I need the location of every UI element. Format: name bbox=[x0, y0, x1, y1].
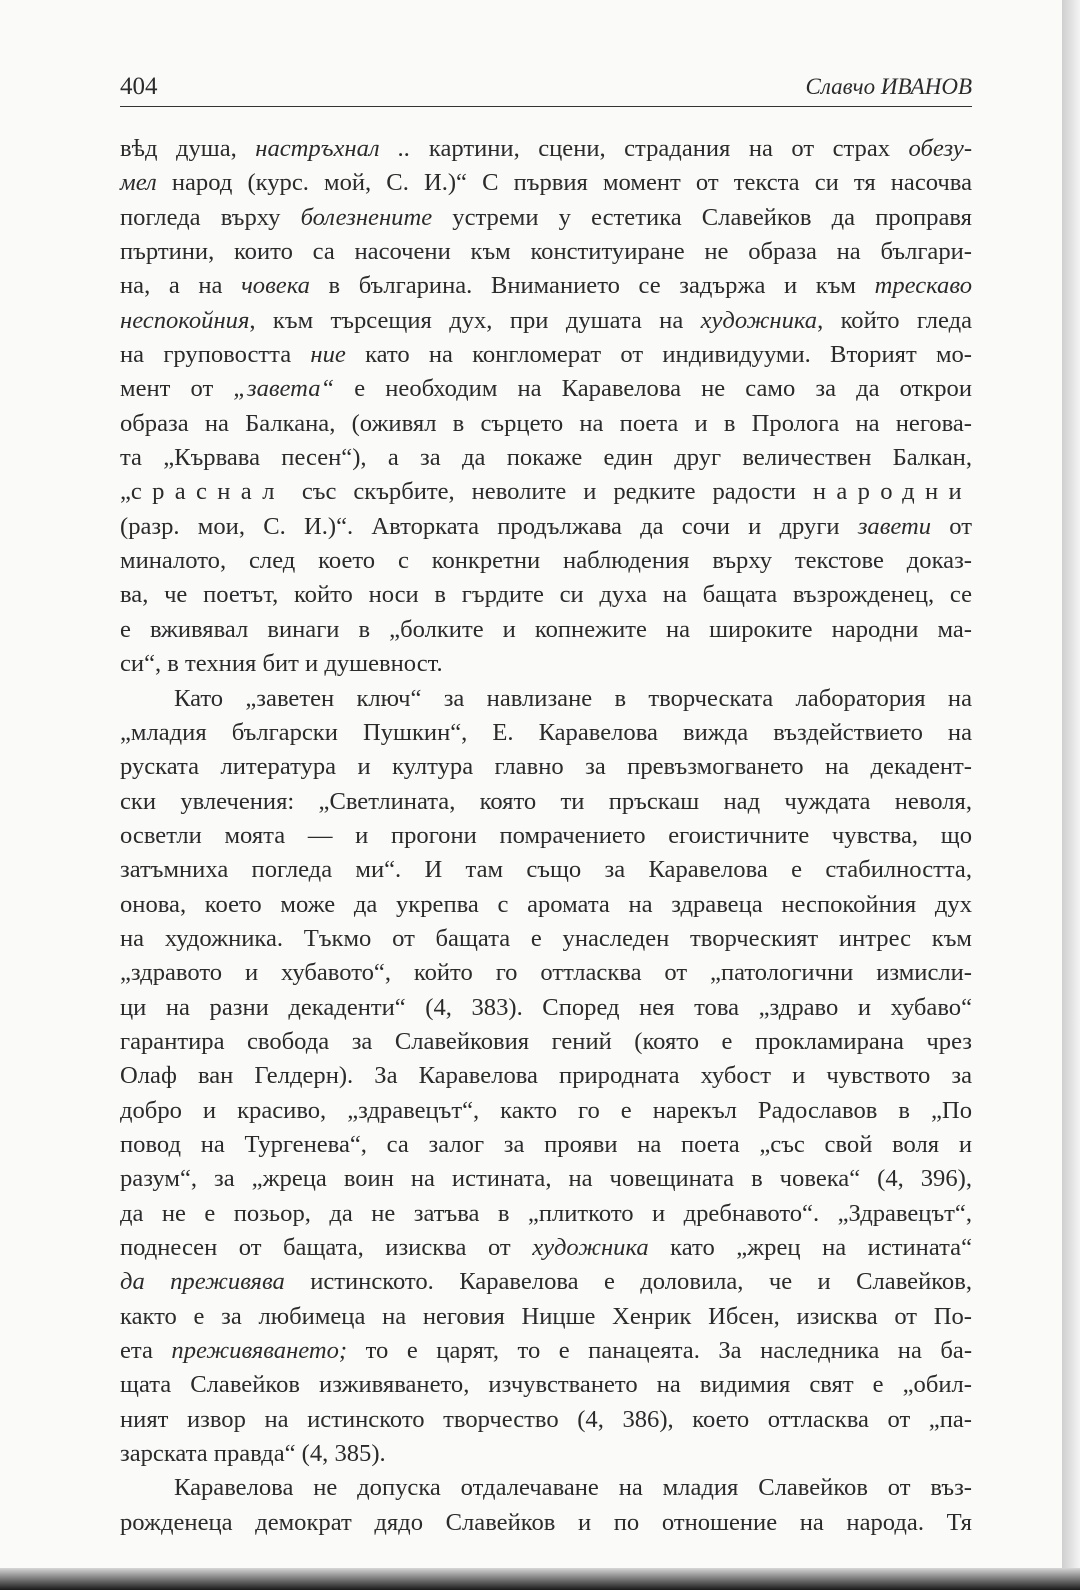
text-line bbox=[120, 269, 972, 303]
emphasis-text: завети bbox=[857, 512, 932, 540]
running-head: Славчо ИВАНОВ bbox=[805, 74, 972, 99]
text-run: осветли моята — и прогони помрачението егоистичните чувства, що bbox=[120, 821, 972, 849]
text-run: , към търсещия дух, при душата на bbox=[249, 306, 701, 334]
emphasis-text: да преживява bbox=[120, 1268, 285, 1296]
text-run: Олаф ван Гелдерн). За Каравелова природната хубост и чувството за bbox=[120, 1062, 972, 1090]
text-line bbox=[120, 682, 972, 716]
text-line bbox=[120, 785, 972, 819]
emphasis-text: обезу- bbox=[908, 135, 973, 162]
text-run: (разр. мои, С. И.)“. Авторката продължава да сочи и други bbox=[120, 512, 858, 540]
text-run: разум“, за „жреца воин на истината, на човещината в човека“ (4, 396), bbox=[120, 1165, 972, 1193]
text-run: поднесен от бащата, изисква от bbox=[120, 1234, 533, 1261]
text-run: ци на разни декаденти“ (4, 383). Според нея това „здраво и хубаво“ bbox=[120, 993, 972, 1021]
text-run: както е за любимеца на неговия Ницше Хенрик Ибсен, изисква от По- bbox=[120, 1302, 972, 1330]
emphasis-text: „завета“ bbox=[233, 375, 335, 403]
text-run: ета bbox=[120, 1337, 172, 1365]
body-text bbox=[120, 132, 972, 1540]
text-run: Каравелова не допуска отдалечаване на младия Славейков от въз- bbox=[174, 1474, 972, 1502]
text-run: на художника. Тъкмо от бащата е унаследен творческият интрес към bbox=[120, 924, 972, 952]
emphasis-text: ние bbox=[310, 341, 346, 369]
text-run: „ bbox=[120, 478, 131, 506]
text-line bbox=[120, 1197, 972, 1231]
spaced-emphasis-text: народни bbox=[812, 478, 972, 506]
text-line bbox=[120, 201, 972, 235]
text-line bbox=[120, 475, 972, 509]
text-line bbox=[120, 235, 972, 269]
text-line bbox=[120, 1506, 972, 1540]
text-line bbox=[120, 441, 972, 475]
emphasis-text: преживяването; bbox=[171, 1337, 348, 1365]
text-line bbox=[120, 578, 972, 612]
text-run: образа на Балкана, (оживял в сърцето на поета и в Пролога на негова- bbox=[120, 409, 972, 437]
text-line bbox=[120, 716, 972, 750]
text-run: си“, в техния бит и душевност. bbox=[120, 650, 443, 678]
text-line bbox=[120, 372, 972, 406]
text-run: картини, сцени, страдания на от страх bbox=[410, 135, 909, 162]
emphasis-text: неспокойния bbox=[120, 306, 250, 334]
text-run: „младия български Пушкин“, Е. Каравелова вижда въздействието на bbox=[120, 718, 972, 746]
text-line bbox=[120, 1094, 972, 1128]
text-run: на груповостта bbox=[120, 341, 311, 369]
text-line bbox=[120, 166, 972, 200]
text-line bbox=[120, 1403, 972, 1437]
text-run: гарантира свобода за Славейковия гений (която е прокламирана чрез bbox=[120, 1027, 972, 1055]
text-run: миналото, след което с конкретни наблюдения върху текстове доказ- bbox=[120, 547, 972, 575]
text-line bbox=[120, 407, 972, 441]
emphasis-text: мел bbox=[120, 169, 157, 197]
text-run: затъмниха погледа ми“. И там също за Каравелова е стабилността, bbox=[120, 856, 972, 884]
text-run: като „жрец на истината“ bbox=[648, 1234, 972, 1261]
text-line bbox=[120, 991, 972, 1025]
emphasis-text: човека bbox=[241, 272, 310, 300]
text-run: от bbox=[931, 512, 973, 540]
text-line bbox=[120, 888, 972, 922]
text-line bbox=[120, 510, 972, 544]
text-line bbox=[120, 922, 972, 956]
text-line bbox=[120, 819, 972, 853]
text-line bbox=[120, 1471, 972, 1505]
text-line bbox=[120, 304, 972, 338]
spaced-emphasis-text: сраснал bbox=[130, 478, 285, 506]
text-run: повод на Тургенева“, са залог за прояви на поета „със свой воля и bbox=[120, 1130, 972, 1158]
page-edge-shadow bbox=[1062, 0, 1080, 1590]
text-run: руската литература и култура главно за превъзмогването на декадент- bbox=[120, 753, 972, 781]
text-run: мент от bbox=[120, 375, 234, 403]
text-run: ва, че поетът, който носи в гърдите си духа на бащата възрожденец, се bbox=[120, 581, 972, 609]
text-run: в българина. Вниманието се задържа и към bbox=[309, 272, 875, 300]
text-line bbox=[120, 1334, 972, 1368]
page-number: 404 bbox=[120, 73, 158, 100]
text-run: та „Кървава песен“), а за да покаже един друг величествен Балкан, bbox=[120, 444, 972, 472]
text-run: със скърбите, неволите и редките радости bbox=[284, 478, 813, 506]
emphasis-text: трескаво bbox=[874, 272, 972, 300]
text-run: то е царят, то е панацеята. За наследника на ба- bbox=[347, 1337, 973, 1365]
text-run: ски увлечения: „Светлината, която ти пръскаш над чуждата неволя, bbox=[120, 787, 972, 815]
text-line bbox=[120, 338, 972, 372]
text-line bbox=[120, 1437, 972, 1471]
emphasis-text: настръхнал .. bbox=[255, 135, 411, 162]
text-run: „здравото и хубавото“, който го оттласква от „патологични измисли- bbox=[120, 959, 972, 987]
text-run: Като „заветен ключ“ за навлизане в творческата лаборатория на bbox=[174, 684, 972, 712]
text-line bbox=[120, 750, 972, 784]
text-line bbox=[120, 1162, 972, 1196]
emphasis-text: художника bbox=[532, 1234, 649, 1261]
text-run: като на конгломерат от индивидууми. Вторият мо- bbox=[345, 341, 972, 369]
text-run: пъртини, които са насочени към конституиране не образа на българи- bbox=[120, 238, 972, 266]
text-run: народ (курс. мой, С. И.)“ С първия момент от текста си тя насочва bbox=[156, 169, 972, 197]
text-run: погледа върху bbox=[120, 203, 301, 231]
text-line bbox=[120, 1300, 972, 1334]
text-run: ният извор на истинското творчество (4, 386), което оттласква от „па- bbox=[120, 1405, 972, 1433]
text-run: добро и красиво, „здравецът“, както го е нарекъл Радославов в „По bbox=[120, 1096, 972, 1124]
text-run: устреми у естетика Славейков да проправя bbox=[432, 203, 972, 231]
text-run: е вживявал винаги в „болките и копнежите на широките народни ма- bbox=[120, 615, 972, 643]
text-line bbox=[120, 132, 972, 166]
text-line bbox=[120, 1059, 972, 1093]
text-run: онова, което може да укрепва с аромата на здравеца неспокойния дух bbox=[120, 890, 972, 918]
text-line bbox=[120, 853, 972, 887]
text-line bbox=[120, 1128, 972, 1162]
text-line bbox=[120, 1231, 972, 1265]
page-header bbox=[120, 72, 972, 107]
text-line bbox=[120, 1025, 972, 1059]
scan-bottom-edge bbox=[0, 1568, 1080, 1590]
text-line bbox=[120, 647, 972, 681]
text-run: е необходим на Каравелова не само за да открои bbox=[334, 375, 973, 403]
text-line bbox=[120, 1368, 972, 1402]
text-line bbox=[120, 613, 972, 647]
text-run: истинското. Каравелова е доловила, че и Славейков, bbox=[284, 1268, 972, 1296]
text-run: на, а на bbox=[120, 272, 242, 300]
emphasis-text: художника bbox=[700, 306, 818, 334]
text-line bbox=[120, 544, 972, 578]
text-run: вѣд душа, bbox=[120, 135, 256, 162]
text-run: щата Славейков изживяването, изчувстването на видимия свят е „обил- bbox=[120, 1371, 972, 1399]
text-run: зарската правда“ (4, 385). bbox=[120, 1440, 386, 1468]
text-run: рожденеца демократ дядо Славейков и по отношение на народа. Тя bbox=[120, 1508, 972, 1536]
text-run: , който гледа bbox=[817, 306, 972, 334]
text-line bbox=[120, 1265, 972, 1299]
emphasis-text: болезнените bbox=[300, 203, 433, 231]
text-line bbox=[120, 956, 972, 990]
text-run: да не е позьор, да не затъва в „плиткото и дребнавото“. „Здравецът“, bbox=[120, 1199, 972, 1227]
